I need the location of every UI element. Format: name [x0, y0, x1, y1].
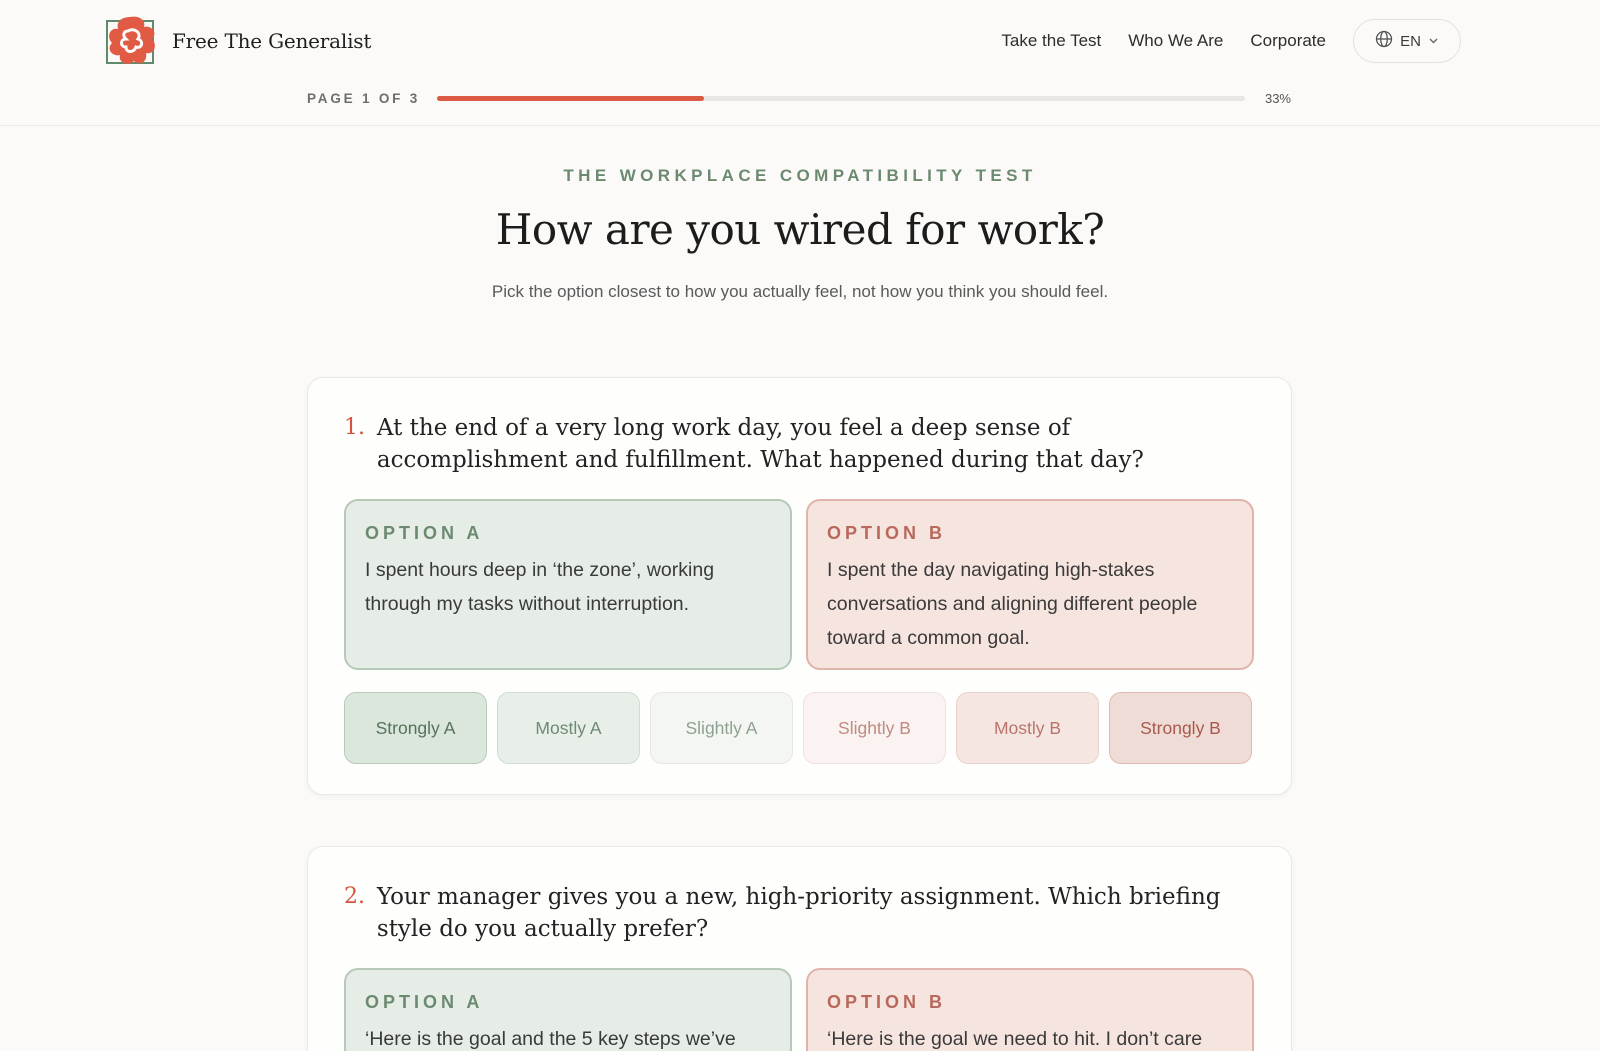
site-header — [0, 0, 1600, 126]
nav-who-we-are[interactable]: Who We Are — [1128, 31, 1224, 50]
question-number: 1. — [344, 415, 365, 440]
question-text: At the end of a very long work day, you feel a deep sense of accomplishment and fulfillment. What happened during that day? — [376, 415, 1144, 473]
chevron-down-icon — [1428, 33, 1439, 50]
question-text: Your manager gives you a new, high-priority assignment. Which briefing style do you actually prefer? — [376, 884, 1221, 942]
page-indicator: PAGE 1 OF 3 — [307, 90, 421, 106]
brand[interactable] — [106, 15, 371, 67]
question-card — [307, 846, 1292, 1051]
brand-name: Free The Generalist — [172, 29, 372, 53]
strongly-b-button[interactable]: Strongly B — [1109, 692, 1252, 764]
language-selector[interactable] — [1353, 19, 1461, 63]
option-b-text: I spent the day navigating high-stakes conversations and aligning different people toward a common goal. — [827, 559, 1198, 649]
option-b-text: ‘Here is the goal we need to hit. I don’t care — [827, 1028, 1203, 1050]
answer-scale — [344, 692, 1252, 764]
option-a-label: OPTION A — [365, 992, 484, 1012]
nav-take-the-test[interactable]: Take the Test — [1001, 31, 1102, 50]
progress-row — [307, 88, 1291, 108]
progress-percent: 33% — [1264, 90, 1291, 106]
slightly-a-button[interactable]: Slightly A — [650, 692, 793, 764]
page-subtitle: Pick the option closest to how you actually feel, not how you think you should feel. — [491, 282, 1109, 301]
question-card — [307, 377, 1292, 795]
option-a-label: OPTION A — [365, 523, 484, 543]
option-a-card[interactable] — [344, 968, 792, 1051]
progress-fill — [437, 96, 704, 101]
option-b-card[interactable] — [806, 968, 1254, 1051]
option-a-card[interactable] — [344, 499, 792, 670]
test-eyebrow: THE WORKPLACE COMPATIBILITY TEST — [563, 166, 1037, 185]
flower-blob-icon — [106, 15, 158, 67]
question-header — [344, 412, 1244, 476]
question-number: 2. — [344, 884, 365, 909]
option-a-text: I spent hours deep in ‘the zone’, working through my tasks without interruption. — [365, 559, 715, 615]
option-b-label: OPTION B — [827, 523, 947, 543]
strongly-a-button[interactable]: Strongly A — [344, 692, 487, 764]
option-b-card[interactable] — [806, 499, 1254, 670]
globe-icon — [1375, 30, 1393, 52]
mostly-a-button[interactable]: Mostly A — [497, 692, 640, 764]
slightly-b-button[interactable]: Slightly B — [803, 692, 946, 764]
main-nav — [1001, 19, 1461, 63]
option-b-label: OPTION B — [827, 992, 947, 1012]
mostly-b-button[interactable]: Mostly B — [956, 692, 1099, 764]
language-label: EN — [1400, 32, 1421, 50]
progress-bar — [437, 96, 1245, 101]
question-header — [344, 881, 1244, 945]
page-title: How are you wired for work? — [495, 205, 1105, 254]
nav-corporate[interactable]: Corporate — [1250, 31, 1326, 50]
option-a-text: ‘Here is the goal and the 5 key steps we’ve — [365, 1028, 736, 1050]
